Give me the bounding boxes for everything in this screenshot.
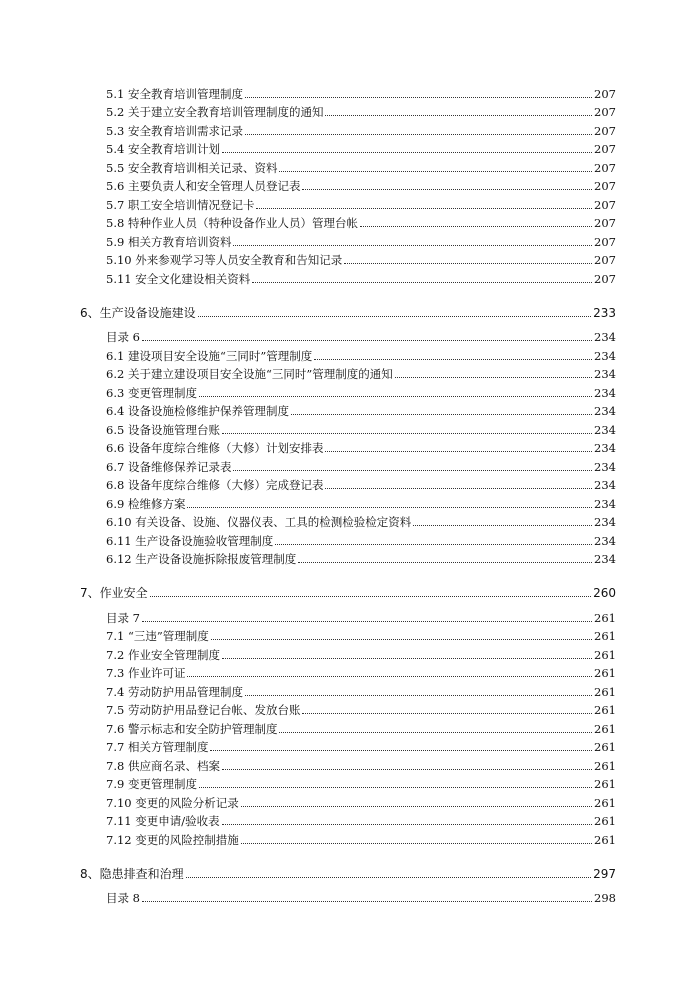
dot-leader — [241, 843, 592, 844]
dot-leader — [413, 525, 592, 526]
dot-leader — [325, 115, 592, 116]
toc-entry-page-number: 261 — [594, 814, 616, 828]
toc-entry-page-number: 234 — [594, 330, 616, 344]
toc-section-heading[interactable] — [80, 578, 616, 600]
toc-entry[interactable] — [80, 437, 616, 456]
dot-leader — [245, 134, 592, 135]
toc-entry-title: 7.6 警示标志和安全防护管理制度 — [106, 721, 278, 736]
toc-entry[interactable] — [80, 887, 616, 906]
toc-entry-page-number: 261 — [594, 795, 616, 810]
dot-leader — [187, 676, 592, 677]
toc-entry-title: 6.4 设备设施检修维护保养管理制度 — [106, 404, 289, 418]
toc-entry-page-number: 234 — [594, 533, 616, 548]
toc-entry[interactable] — [80, 363, 616, 382]
toc-entry[interactable] — [80, 230, 616, 249]
toc-entry-page-number: 261 — [594, 832, 616, 847]
toc-entry-page-number: 207 — [594, 271, 616, 286]
toc-entry[interactable] — [80, 101, 616, 120]
toc-entry-title: 6.5 设备设施管理台账 — [106, 422, 220, 437]
toc-section-page-number: 233 — [593, 305, 616, 320]
toc-entry[interactable] — [80, 773, 616, 792]
toc-entry-title: 5.10 外来参观学习等人员安全教育和告知记录 — [106, 253, 343, 267]
toc-entry-page-number: 298 — [594, 891, 616, 905]
dot-leader — [222, 433, 592, 434]
toc-group — [80, 82, 616, 286]
dot-leader — [222, 152, 592, 153]
toc-entry[interactable] — [80, 606, 616, 625]
toc-entry[interactable] — [80, 193, 616, 212]
toc-entry-title: 7.10 变更的风险分析记录 — [106, 795, 239, 810]
toc-section-heading[interactable] — [80, 298, 616, 320]
toc-entry-title: 7.7 相关方管理制度 — [106, 740, 209, 754]
toc-entry-page-number: 234 — [594, 515, 616, 529]
table-of-contents — [80, 82, 616, 905]
dot-leader — [241, 806, 592, 807]
dot-leader — [279, 171, 592, 172]
toc-entry-page-number: 207 — [594, 123, 616, 138]
dot-leader — [199, 787, 592, 788]
dot-leader — [245, 97, 592, 98]
toc-entry[interactable] — [80, 156, 616, 175]
toc-entry[interactable] — [80, 119, 616, 138]
toc-entry[interactable] — [80, 418, 616, 437]
toc-entry-title: 7.12 变更的风险控制措施 — [106, 832, 239, 847]
toc-entry-title: 5.4 安全教育培训计划 — [106, 142, 220, 156]
toc-entry[interactable] — [80, 455, 616, 474]
toc-entry-page-number: 234 — [594, 348, 616, 363]
toc-entry-title: 5.6 主要负责人和安全管理人员登记表 — [106, 179, 301, 193]
toc-entry[interactable] — [80, 474, 616, 493]
dot-leader — [395, 377, 592, 378]
toc-entry[interactable] — [80, 400, 616, 419]
toc-entry-title: 5.3 安全教育培训需求记录 — [106, 123, 243, 138]
dot-leader — [142, 340, 592, 341]
toc-entry[interactable] — [80, 791, 616, 810]
toc-entry-title: 目录 7 — [106, 610, 140, 625]
toc-entry[interactable] — [80, 810, 616, 829]
toc-entry-page-number: 261 — [594, 666, 616, 680]
toc-entry-page-number: 207 — [594, 179, 616, 193]
dot-leader — [256, 208, 592, 209]
toc-entry-title: 7.4 劳动防护用品管理制度 — [106, 684, 243, 699]
toc-entry-title: 6.6 设备年度综合维修（大修）计划安排表 — [106, 441, 324, 455]
toc-section-title: 7、作业安全 — [80, 586, 148, 600]
dot-leader — [142, 621, 592, 622]
dot-leader — [222, 769, 592, 770]
toc-entry-title: 6.1 建设项目安全设施“三同时”管理制度 — [106, 348, 313, 363]
toc-entry-page-number: 234 — [594, 367, 616, 381]
dot-leader — [252, 282, 592, 283]
toc-entry-title: 7.11 变更申请/验收表 — [106, 814, 220, 828]
toc-section-page-number: 297 — [593, 866, 616, 881]
toc-entry-page-number: 207 — [594, 253, 616, 267]
dot-leader — [302, 189, 592, 190]
toc-entry-title: 7.8 供应商名录、档案 — [106, 758, 220, 773]
toc-entry[interactable] — [80, 511, 616, 530]
dot-leader — [187, 507, 592, 508]
dot-leader — [275, 544, 592, 545]
dot-leader — [233, 245, 592, 246]
toc-entry-page-number: 261 — [594, 721, 616, 736]
dot-leader — [325, 488, 592, 489]
dot-leader — [199, 396, 592, 397]
dot-leader — [325, 451, 592, 452]
toc-entry[interactable] — [80, 175, 616, 194]
toc-entry[interactable] — [80, 82, 616, 101]
toc-entry-title: 5.5 安全教育培训相关记录、资料 — [106, 160, 278, 175]
toc-entry-title: 5.11 安全文化建设相关资料 — [106, 271, 251, 286]
toc-entry-title: 6.3 变更管理制度 — [106, 385, 197, 400]
toc-entry-title: 6.9 检维修方案 — [106, 496, 186, 511]
toc-entry[interactable] — [80, 212, 616, 231]
dot-leader — [198, 316, 591, 317]
toc-entry[interactable] — [80, 249, 616, 268]
dot-leader — [233, 470, 592, 471]
toc-entry-page-number: 207 — [594, 160, 616, 175]
toc-group — [80, 859, 616, 906]
toc-entry-page-number: 234 — [594, 385, 616, 400]
toc-entry-title: 6.8 设备年度综合维修（大修）完成登记表 — [106, 478, 324, 492]
toc-entry[interactable] — [80, 548, 616, 567]
toc-entry-title: 7.1 “三违”管理制度 — [106, 629, 209, 643]
dot-leader — [150, 596, 591, 597]
dot-leader — [344, 263, 592, 264]
dot-leader — [302, 713, 592, 714]
toc-entry-page-number: 261 — [594, 610, 616, 625]
toc-entry-page-number: 207 — [594, 142, 616, 156]
toc-entry-page-number: 261 — [594, 703, 616, 717]
toc-entry[interactable] — [80, 267, 616, 286]
toc-entry-page-number: 207 — [594, 216, 616, 230]
toc-entry-page-number: 261 — [594, 777, 616, 791]
toc-entry-title: 7.5 劳动防护用品登记台帐、发放台账 — [106, 703, 301, 717]
toc-entry[interactable] — [80, 699, 616, 718]
toc-entry[interactable] — [80, 828, 616, 847]
toc-entry-page-number: 234 — [594, 422, 616, 437]
dot-leader — [291, 414, 592, 415]
toc-entry-page-number: 234 — [594, 496, 616, 511]
toc-entry-page-number: 234 — [594, 441, 616, 455]
toc-entry-title: 5.9 相关方教育培训资料 — [106, 234, 232, 249]
toc-entry-title: 7.9 变更管理制度 — [106, 777, 197, 791]
toc-entry[interactable] — [80, 625, 616, 644]
toc-entry-page-number: 234 — [594, 552, 616, 566]
toc-entry[interactable] — [80, 326, 616, 345]
toc-entry[interactable] — [80, 736, 616, 755]
toc-section-page-number: 260 — [593, 586, 616, 600]
dot-leader — [222, 658, 592, 659]
toc-group — [80, 298, 616, 567]
toc-entry[interactable] — [80, 529, 616, 548]
toc-section-title: 6、生产设备设施建设 — [80, 305, 196, 320]
toc-entry-page-number: 234 — [594, 478, 616, 492]
dot-leader — [314, 359, 592, 360]
dot-leader — [210, 750, 592, 751]
toc-entry[interactable] — [80, 680, 616, 699]
toc-entry[interactable] — [80, 754, 616, 773]
toc-entry-title: 5.7 职工安全培训情况登记卡 — [106, 197, 255, 212]
toc-entry-title: 6.2 关于建立建设项目安全设施“三同时”管理制度的通知 — [106, 367, 393, 381]
toc-entry-page-number: 207 — [594, 197, 616, 212]
dot-leader — [142, 901, 592, 902]
toc-entry-title: 6.7 设备维修保养记录表 — [106, 459, 232, 474]
toc-entry-title: 目录 8 — [106, 891, 140, 905]
toc-entry-page-number: 261 — [594, 740, 616, 754]
toc-entry-title: 5.1 安全教育培训管理制度 — [106, 86, 243, 101]
dot-leader — [279, 732, 592, 733]
toc-section-heading[interactable] — [80, 859, 616, 881]
toc-entry-title: 5.2 关于建立安全教育培训管理制度的通知 — [106, 105, 324, 119]
toc-section-title: 8、隐患排查和治理 — [80, 866, 184, 881]
toc-entry[interactable] — [80, 138, 616, 157]
toc-entry[interactable] — [80, 344, 616, 363]
dot-leader — [186, 877, 591, 878]
toc-entry[interactable] — [80, 662, 616, 681]
dot-leader — [211, 639, 592, 640]
toc-entry-page-number: 234 — [594, 404, 616, 418]
toc-entry-title: 6.12 生产设备设施拆除报废管理制度 — [106, 552, 297, 566]
toc-group — [80, 578, 616, 847]
toc-entry-title: 目录 6 — [106, 330, 140, 344]
toc-entry-page-number: 261 — [594, 647, 616, 662]
dot-leader — [245, 695, 592, 696]
toc-entry[interactable] — [80, 492, 616, 511]
toc-entry[interactable] — [80, 717, 616, 736]
dot-leader — [360, 226, 592, 227]
toc-entry[interactable] — [80, 643, 616, 662]
toc-entry-page-number: 207 — [594, 234, 616, 249]
toc-entry-title: 5.8 特种作业人员（特种设备作业人员）管理台帐 — [106, 216, 358, 230]
toc-entry-page-number: 261 — [594, 629, 616, 643]
toc-entry-title: 7.3 作业许可证 — [106, 666, 186, 680]
toc-entry-page-number: 261 — [594, 684, 616, 699]
toc-entry-page-number: 207 — [594, 86, 616, 101]
toc-entry-title: 6.11 生产设备设施验收管理制度 — [106, 533, 274, 548]
toc-entry-title: 7.2 作业安全管理制度 — [106, 647, 220, 662]
dot-leader — [222, 824, 592, 825]
toc-entry[interactable] — [80, 381, 616, 400]
toc-entry-page-number: 234 — [594, 459, 616, 474]
dot-leader — [298, 562, 592, 563]
toc-entry-page-number: 207 — [594, 105, 616, 119]
toc-entry-title: 6.10 有关设备、设施、仪器仪表、工具的检测检验检定资料 — [106, 515, 412, 529]
toc-entry-page-number: 261 — [594, 758, 616, 773]
